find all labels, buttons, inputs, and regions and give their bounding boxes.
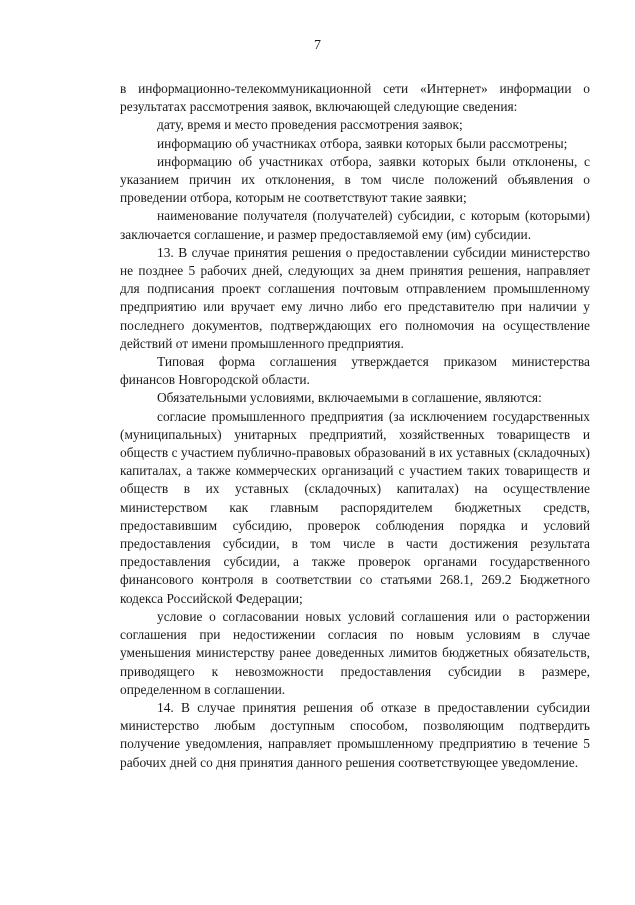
paragraph: дату, время и место проведения рассмотрения заявок; bbox=[157, 117, 463, 133]
paragraph: согласие промышленного предприятия (за исключением государственных (муниципальных) унитарных предприятий, хозяйственных товариществ и обществ с участием публично-правовых образований в их уставных (складочных) капиталах, а также коммерческих организаций с участием таких товариществ и обществ в их уставных (складочных) капиталах) на осуществление министерством как главным распорядителем бюджетных средств, предоставившим субсидию, проверок соблюдения порядка и условий предоставления субсидии, в том числе в части достижения результата предоставления субсидии, а также проверок органами государственного финансового контроля в соответствии со статьями 268.1, 269.2 Бюджетного кодекса Российской Федерации; bbox=[120, 408, 590, 606]
paragraph: информацию об участниках отбора, заявки которых были рассмотрены; bbox=[157, 135, 568, 151]
paragraph: Обязательными условиями, включаемыми в соглашение, являются: bbox=[157, 390, 542, 406]
paragraph: в информационно-телекоммуникационной сети «Интернет» информации о результатах рассмотрения заявок, включающей следующие сведения: bbox=[120, 81, 590, 115]
paragraph: условие о согласовании новых условий соглашения или о расторжении соглашения при недостижении согласия по новым условиям в случае уменьшения министерству ранее доведенных лимитов бюджетных обязательств, приводящего к невозможности предоставления субсидии в размере, определенном в соглашении. bbox=[120, 608, 590, 697]
paragraph: информацию об участниках отбора, заявки которых были отклонены, с указанием причин их отклонения, в том числе положений объявления о проведении отбора, которым не соответствуют такие заявки; bbox=[120, 153, 590, 206]
paragraph: наименование получателя (получателей) субсидии, с которым (которыми) заключается соглашение, и размер предоставляемой ему (им) субсидии. bbox=[120, 208, 590, 242]
paragraph: 14. В случае принятия решения об отказе в предоставлении субсидии министерство любым доступным способом, позволяющим подтвердить получение уведомления, направляет промышленному предприятию в течение 5 рабочих дней со дня принятия данного решения соответствующее уведомление. bbox=[120, 699, 590, 770]
paragraph: Типовая форма соглашения утверждается приказом министерства финансов Новгородской области. bbox=[120, 354, 590, 388]
paragraph: 13. В случае принятия решения о предоставлении субсидии министерство не позднее 5 рабочих дней, следующих за днем принятия решения, направляет для подписания проект соглашения почтовым отправлением промышленному предприятию или вручает ему лично либо его представителю при наличии у последнего документов, подтверждающих его полномочия на осуществление действий от имени промышленного предприятия. bbox=[120, 244, 590, 351]
document-body bbox=[120, 80, 590, 772]
page-number: 7 bbox=[314, 38, 321, 53]
